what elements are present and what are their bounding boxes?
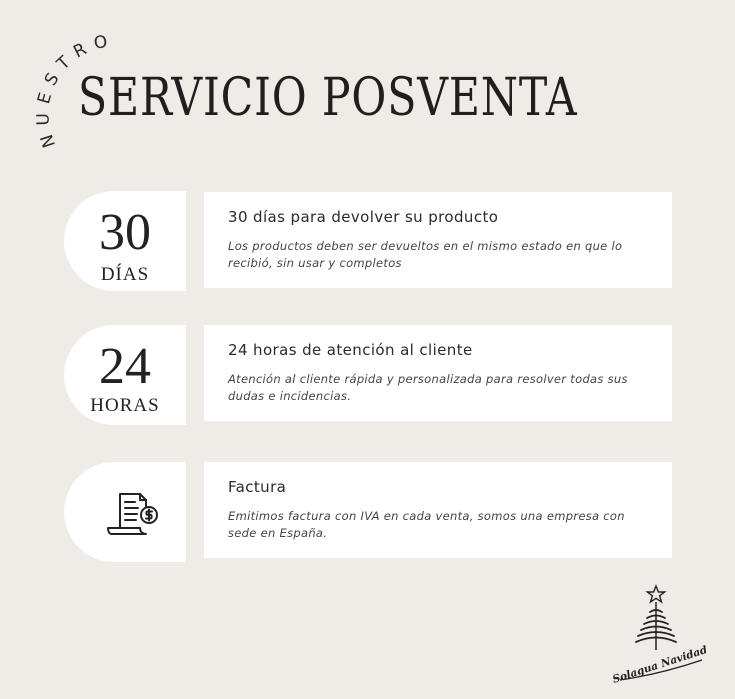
service-title: 24 horas de atención al cliente (228, 341, 473, 359)
badge-unit: DÍAS (100, 264, 150, 285)
christmas-tree-star-icon (636, 586, 676, 650)
service-title: 30 días para devolver su producto (228, 208, 499, 226)
arc-heading-text: NUESTRO (33, 30, 117, 151)
badge-number: 24 (99, 338, 151, 395)
brand-logo (606, 582, 712, 686)
service-description: Atención al cliente rápida y personalizada para resolver todas sus dudas e incidencias. (228, 372, 628, 403)
brand-name: Solagua Navidad (611, 643, 709, 686)
service-description: Emitimos factura con IVA en cada venta, somos una empresa con sede en España. (228, 509, 625, 540)
service-card (204, 325, 672, 421)
badge-pill (64, 462, 186, 562)
badge-number: 30 (99, 204, 151, 261)
badge-unit: HORAS (90, 395, 160, 416)
service-card (204, 192, 672, 288)
service-description: Los productos deben ser devueltos en el mismo estado en que lo recibió, sin usar y completos (228, 239, 623, 270)
page-title: SERVICIO POSVENTA (78, 68, 578, 128)
badge-pill (64, 191, 186, 291)
invoice-dollar-icon (104, 488, 160, 538)
service-title: Factura (228, 478, 287, 496)
badge-pill (64, 325, 186, 425)
service-card (204, 462, 672, 558)
